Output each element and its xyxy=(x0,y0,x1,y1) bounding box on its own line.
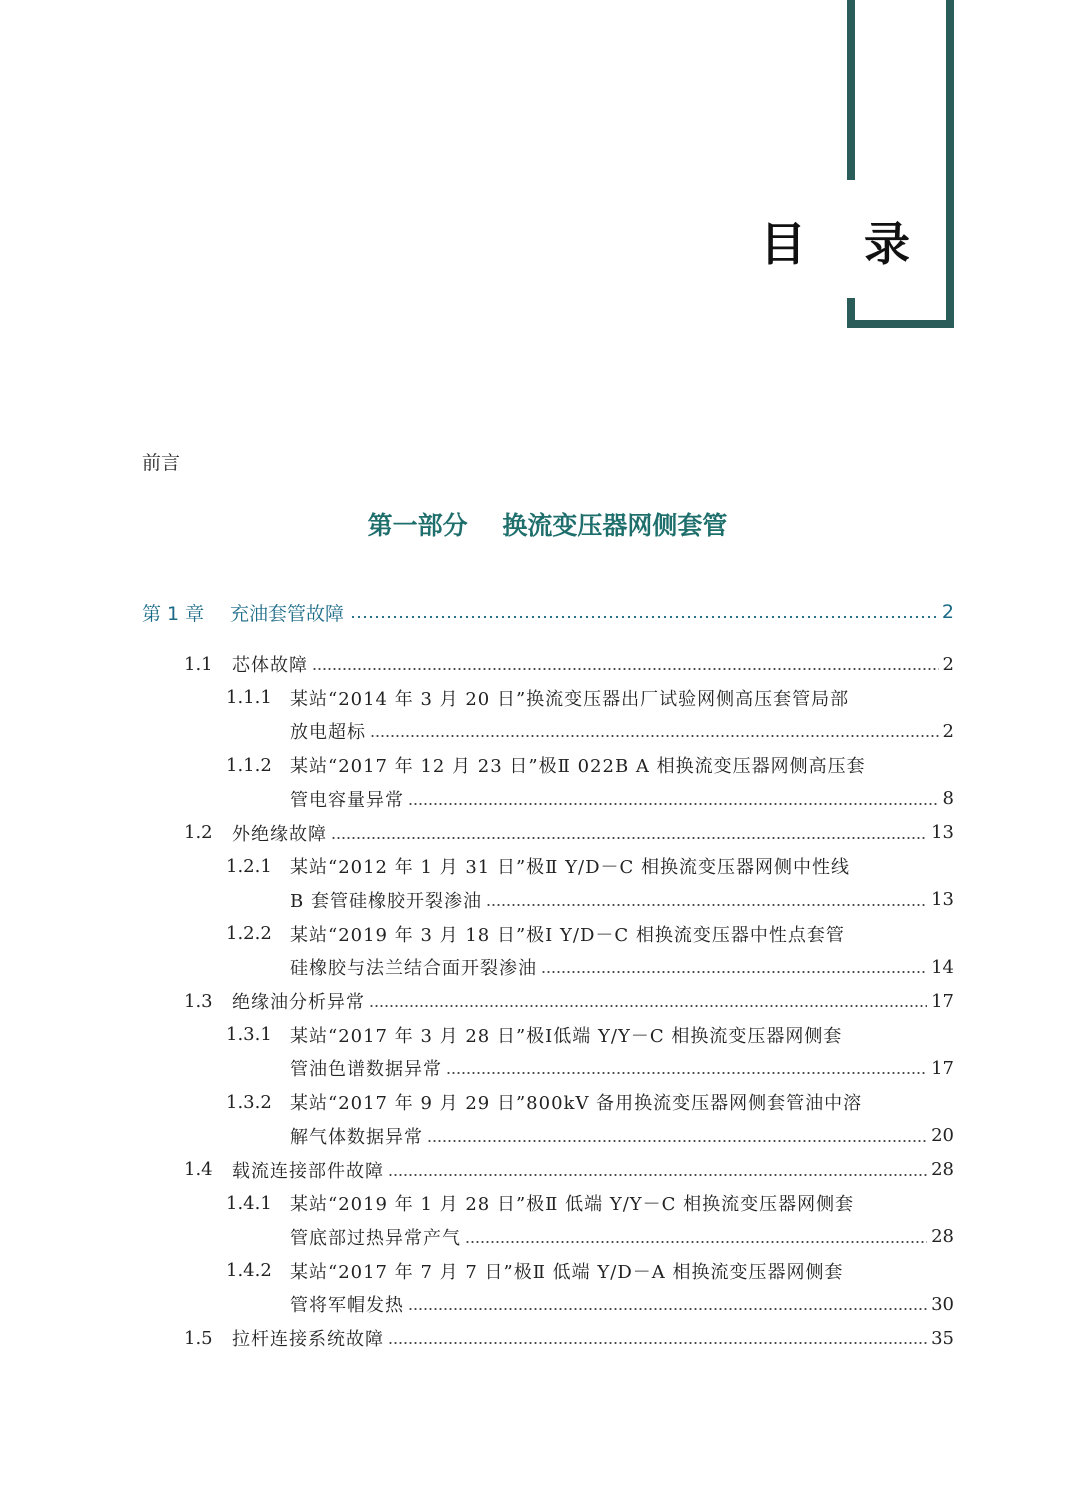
toc-subsection-continued[interactable] xyxy=(290,785,954,813)
toc-text: 管将军帽发热 xyxy=(290,1295,404,1317)
toc-text: 解气体数据异常 xyxy=(290,1126,423,1148)
leader-dots xyxy=(388,1342,927,1344)
toc-number: 1.4 xyxy=(184,1159,213,1180)
part-name: 换流变压器网侧套管 xyxy=(502,511,728,540)
toc-page: 13 xyxy=(931,889,954,911)
toc-section[interactable] xyxy=(184,650,954,678)
toc-number: 1.3 xyxy=(184,990,213,1012)
toc-subsection-continued[interactable] xyxy=(290,1223,954,1251)
leader-dots xyxy=(541,971,927,973)
leader-dots xyxy=(446,1072,927,1074)
leader-dots xyxy=(486,904,927,906)
toc-subsection-continued[interactable] xyxy=(290,1054,954,1082)
toc-page: 17 xyxy=(931,1057,954,1079)
toc-page: 2 xyxy=(942,720,954,742)
toc-subsection[interactable] xyxy=(226,684,954,712)
toc-text: 放电超标 xyxy=(290,722,366,744)
toc-number: 1.4.1 xyxy=(226,1192,272,1214)
toc-text: 某站“2012 年 1 月 31 日”极Ⅱ Y/D－C 相换流变压器网侧中性线 xyxy=(290,857,851,879)
leader-dots xyxy=(370,735,939,737)
toc-text: 外绝缘故障 xyxy=(232,823,327,845)
leader-dots xyxy=(350,616,936,618)
toc-text: B 套管硅橡胶开裂渗油 xyxy=(290,890,482,912)
toc-number: 1.2.1 xyxy=(226,855,272,877)
toc-text: 芯体故障 xyxy=(232,655,308,676)
toc-text: 某站“2017 年 9 月 29 日”800kV 备用换流变压器网侧套管油中溶 xyxy=(290,1093,863,1115)
toc-subsection-continued[interactable] xyxy=(290,1290,954,1318)
toc-text: 某站“2017 年 3 月 28 日”极Ⅰ低端 Y/Y－C 相换流变压器网侧套 xyxy=(290,1025,843,1047)
toc-page: 20 xyxy=(931,1125,954,1147)
toc-number: 1.4.2 xyxy=(226,1260,272,1282)
toc-page: 28 xyxy=(931,1226,954,1248)
toc-page: 28 xyxy=(931,1159,954,1180)
bracket-bottom xyxy=(847,320,954,328)
toc-number: 1.1.2 xyxy=(226,754,272,776)
toc-text: 某站“2019 年 3 月 18 日”极Ⅰ Y/D－C 相换流变压器中性点套管 xyxy=(290,924,845,946)
toc-number: 1.2 xyxy=(184,822,213,843)
toc-page: 35 xyxy=(931,1327,954,1349)
toc-heading-char-2: 录 xyxy=(864,217,910,271)
bracket-right xyxy=(946,0,954,328)
toc-text: 管底部过热异常产气 xyxy=(290,1227,461,1249)
chapter-title: 充油套管故障 xyxy=(230,602,345,625)
toc-text: 管电容量异常 xyxy=(290,789,404,811)
part-label: 第一部分 xyxy=(367,511,468,540)
leader-dots xyxy=(465,1241,927,1243)
toc-heading-char-1: 目 xyxy=(760,217,806,271)
toc-subsection[interactable] xyxy=(226,1257,954,1285)
toc-number: 1.2.2 xyxy=(226,923,272,945)
toc-number: 1.1.1 xyxy=(226,687,272,709)
toc-number: 1.3.1 xyxy=(226,1024,272,1046)
toc-subsection-continued[interactable] xyxy=(290,717,954,745)
toc-section[interactable] xyxy=(184,1324,954,1352)
toc-subsection[interactable] xyxy=(226,751,954,779)
toc-heading xyxy=(760,212,910,276)
preface-link[interactable]: 前言 xyxy=(142,452,181,474)
toc-subsection[interactable] xyxy=(226,1088,954,1116)
toc-text: 管油色谱数据异常 xyxy=(290,1059,442,1081)
toc-subsection-continued[interactable] xyxy=(290,1122,954,1150)
leader-dots xyxy=(408,803,939,805)
bracket-left-top xyxy=(847,0,855,180)
toc-text: 某站“2019 年 1 月 28 日”极Ⅱ 低端 Y/Y－C 相换流变压器网侧套 xyxy=(290,1194,855,1216)
toc-page: 8 xyxy=(942,788,954,810)
toc-section[interactable] xyxy=(184,1156,954,1184)
part-title xyxy=(0,508,1080,544)
toc-text: 拉杆连接系统故障 xyxy=(232,1329,384,1350)
toc-text: 某站“2014 年 3 月 20 日”换流变压器出厂试验网侧高压套管局部 xyxy=(290,688,850,710)
toc-subsection[interactable] xyxy=(226,852,954,880)
toc-text: 某站“2017 年 7 月 7 日”极Ⅱ 低端 Y/D－A 相换流变压器网侧套 xyxy=(290,1261,844,1283)
chapter-page: 2 xyxy=(941,601,954,623)
toc-page: 13 xyxy=(931,822,954,843)
leader-dots xyxy=(427,1140,927,1142)
toc-text: 绝缘油分析异常 xyxy=(232,992,365,1013)
toc-page: 14 xyxy=(931,956,954,978)
leader-dots xyxy=(369,1005,927,1007)
toc-subsection-continued[interactable] xyxy=(290,953,954,981)
leader-dots xyxy=(388,1174,927,1176)
toc-number: 1.3.2 xyxy=(226,1091,272,1113)
toc-subsection[interactable] xyxy=(226,1189,954,1217)
leader-dots xyxy=(408,1308,927,1310)
toc-page: 17 xyxy=(931,990,954,1012)
toc-page: 2 xyxy=(942,653,954,675)
toc-page: 30 xyxy=(931,1293,954,1315)
leader-dots xyxy=(331,837,927,839)
toc-number: 1.5 xyxy=(184,1327,213,1349)
toc-text: 某站“2017 年 12 月 23 日”极Ⅱ 022B A 相换流变压器网侧高压套 xyxy=(290,756,866,778)
toc-section[interactable] xyxy=(184,819,954,847)
chapter-number: 第 1 章 xyxy=(142,602,205,625)
toc-text: 硅橡胶与法兰结合面开裂渗油 xyxy=(290,958,537,980)
chapter-entry[interactable] xyxy=(142,596,954,628)
toc-number: 1.1 xyxy=(184,653,213,675)
leader-dots xyxy=(312,668,939,670)
toc-subsection[interactable] xyxy=(226,1021,954,1049)
toc-text: 载流连接部件故障 xyxy=(232,1160,384,1182)
toc-section[interactable] xyxy=(184,987,954,1015)
toc-subsection-continued[interactable] xyxy=(290,886,954,914)
toc-subsection[interactable] xyxy=(226,920,954,948)
